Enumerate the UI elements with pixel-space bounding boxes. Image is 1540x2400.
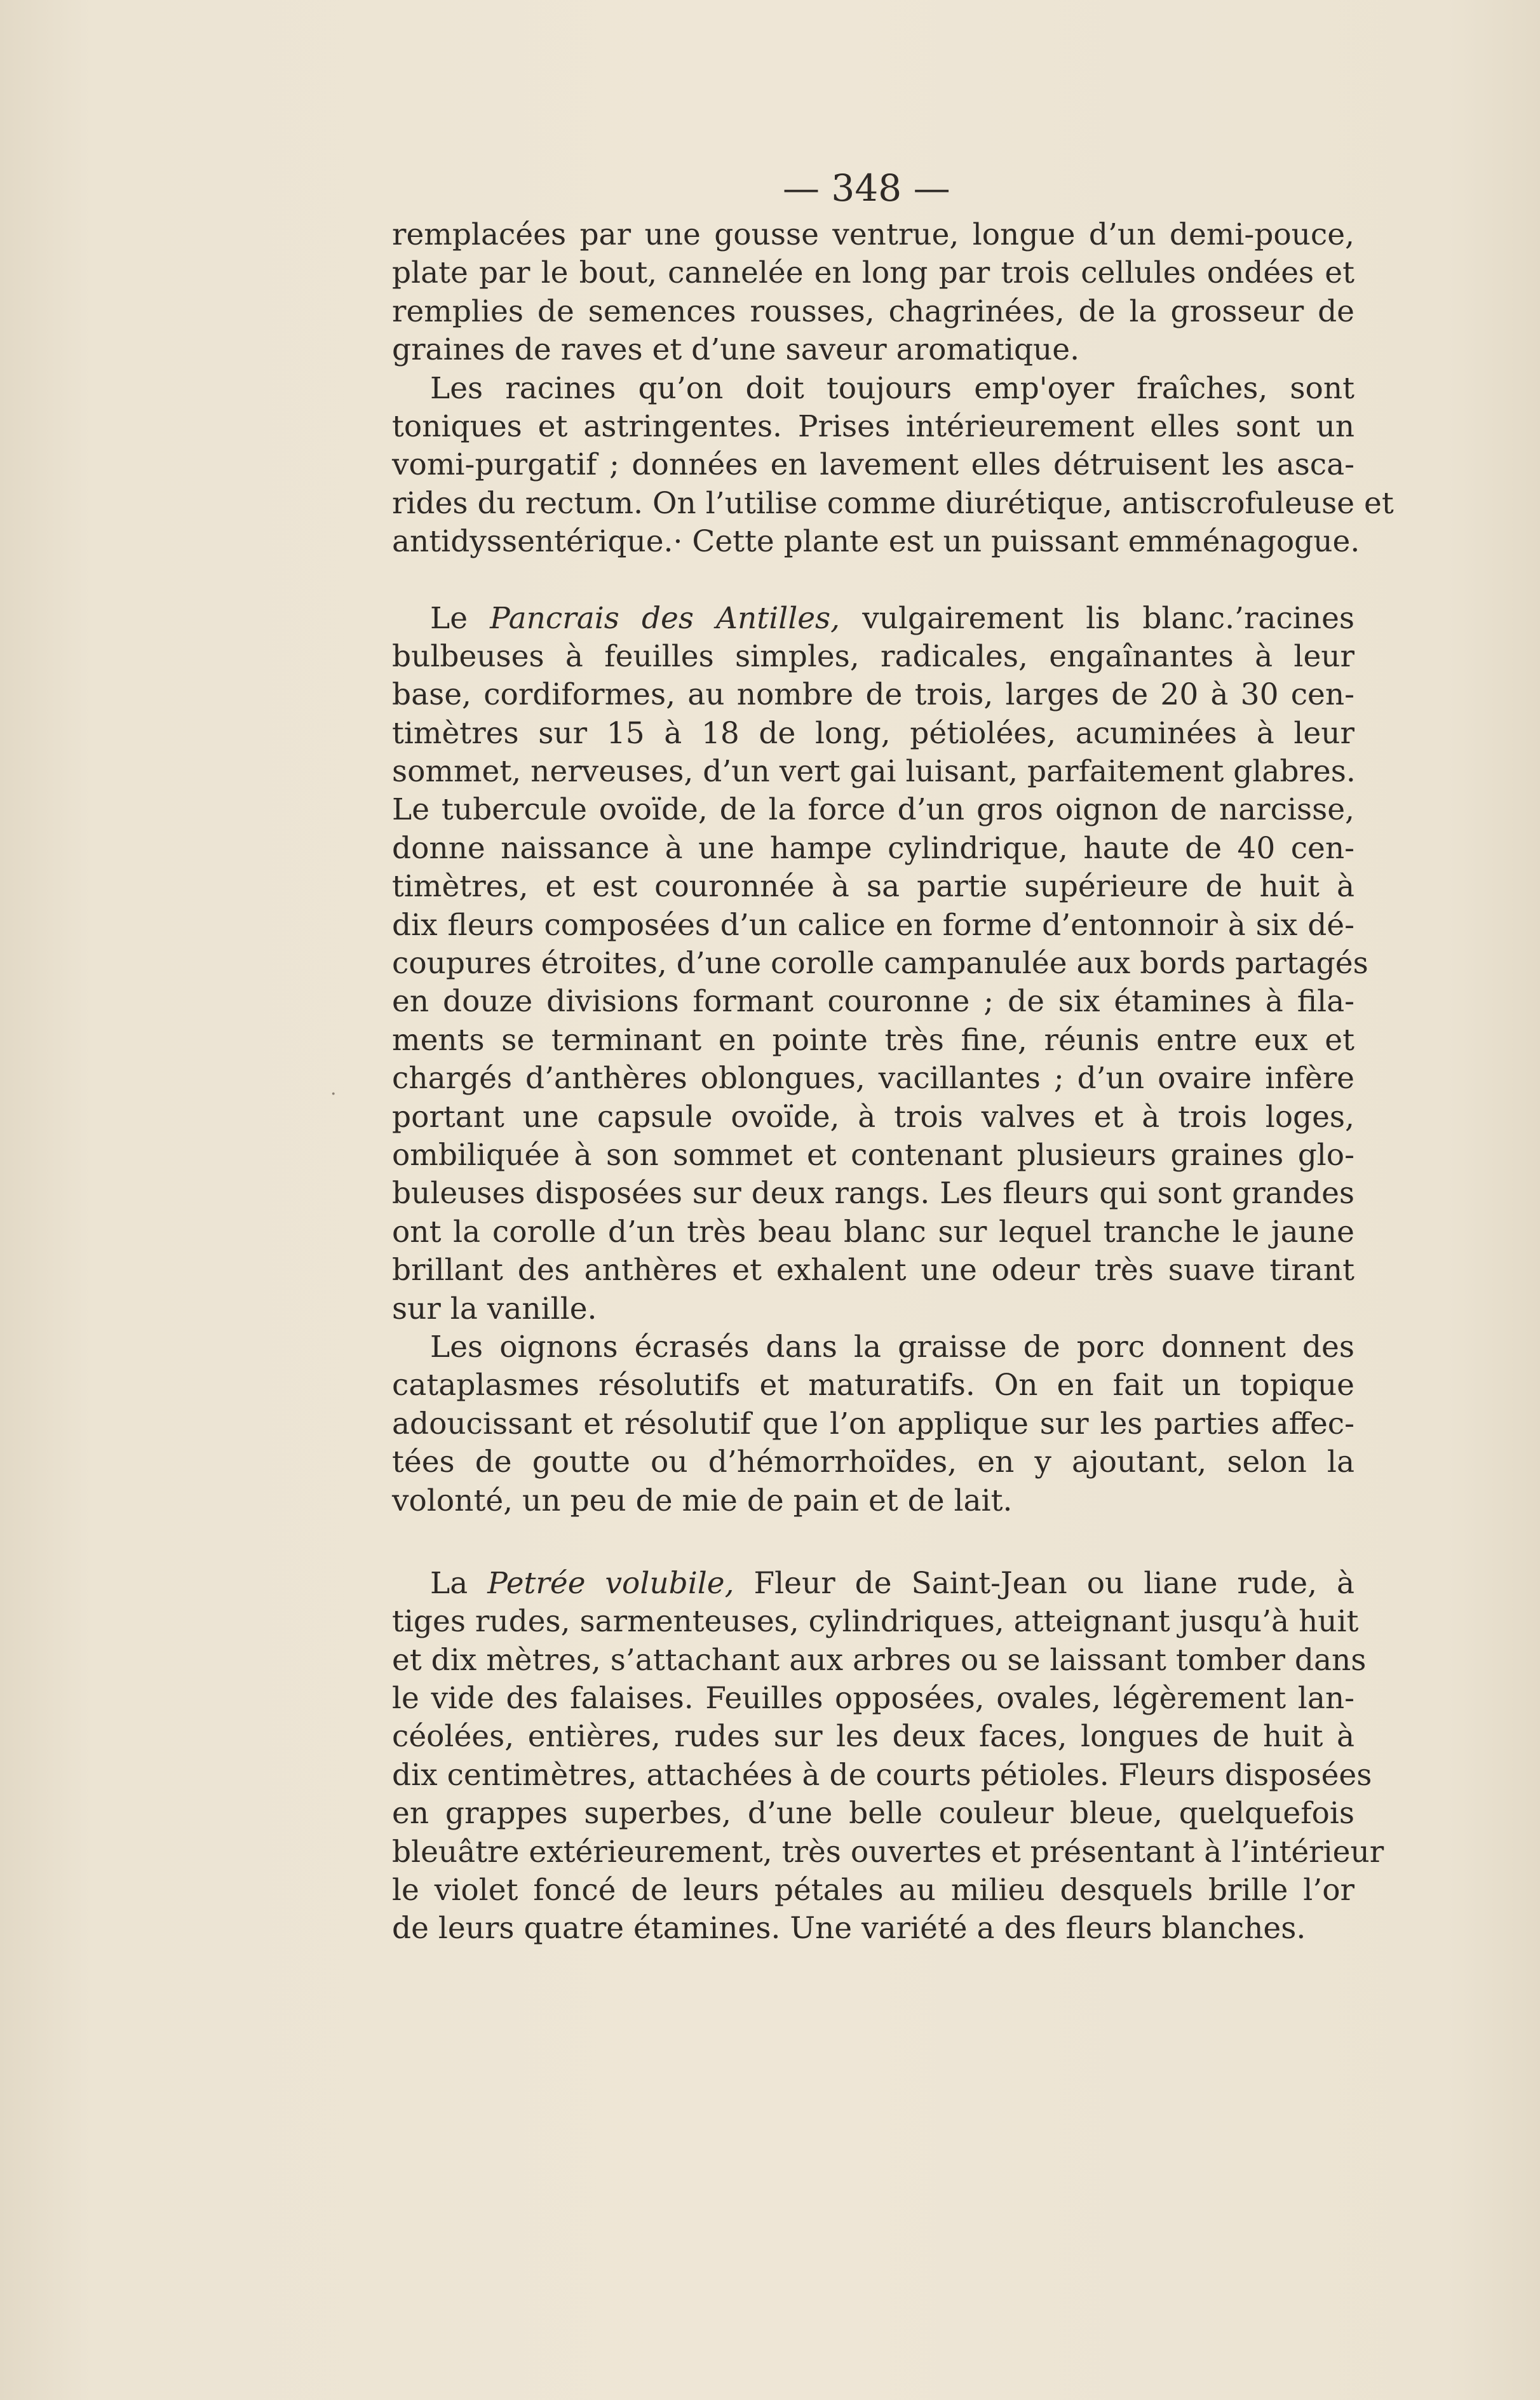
text-line: remplies de semences rousses, chagrinées, de la grosseur de (392, 293, 1354, 329)
text-line: chargés d’anthères oblongues, vacillantes ; d’un ovaire infère (392, 1061, 1354, 1096)
text-line: timètres, et est couronnée à sa partie supérieure de huit à (392, 869, 1354, 905)
text-line: base, cordiformes, au nombre de trois, larges de 20 à 30 cen- (392, 677, 1354, 713)
text-line: buleuses disposées sur deux rangs. Les fleurs qui sont grandes (392, 1176, 1354, 1211)
text-line (392, 1565, 1354, 1603)
entry-title: Petrée volubile, (487, 1565, 734, 1601)
text-line: antidyssentérique.· Cette plante est un puissant emménagogue. (392, 524, 1360, 560)
text-line: sommet, nerveuses, d’un vert gai luisant, parfaitement glabres. (392, 754, 1356, 790)
text-line: portant une capsule ovoïde, à trois valves et à trois loges, (392, 1099, 1354, 1135)
stray-ink-dot: · (330, 1083, 337, 1105)
paragraph-gap (392, 1520, 1354, 1565)
text-line: cataplasmes résolutifs et maturatifs. On en fait un topique (392, 1368, 1354, 1403)
text-line: le violet foncé de leurs pétales au milieu desquels brille l’or (392, 1873, 1354, 1908)
paragraph-gap (392, 562, 1354, 600)
text-line: vomi-purgatif ; données en lavement elles détruisent les asca- (392, 447, 1354, 483)
text-line: Les oignons écrasés dans la graisse de porc donnent des (430, 1329, 1354, 1365)
text-line: bulbeuses à feuilles simples, radicales, engaînantes à leur (392, 638, 1354, 674)
text-line (392, 600, 1354, 638)
text-line: de leurs quatre étamines. Une variété a des fleurs blanches. (392, 1911, 1306, 1946)
text-line: bleuâtre extérieurement, très ouvertes et présentant à l’intérieur (392, 1834, 1384, 1870)
text-line: adoucissant et résolutif que l’on applique sur les parties affec- (392, 1406, 1354, 1441)
text-line: remplacées par une gousse ventrue, longue d’un demi-pouce, (392, 217, 1354, 252)
paragraph-seed-pod (392, 216, 1354, 370)
text-line: toniques et astringentes. Prises intérieurement elles sont un (392, 408, 1354, 444)
paragraph-pancrais (392, 600, 1368, 1328)
entry-line-rest: Fleur de Saint-Jean ou liane rude, à (734, 1565, 1354, 1601)
text-line: brillant des anthères et exhalent une odeur très suave tirant (392, 1253, 1354, 1288)
text-line: coupures étroites, d’une corolle campanulée aux bords partagés (392, 946, 1368, 981)
entry-lead: Le (430, 600, 490, 636)
entry-title: Pancrais des Antilles, (490, 600, 841, 636)
text-line: Le tubercule ovoïde, de la force d’un gros oignon de narcisse, (392, 792, 1354, 828)
text-line: graines de raves et d’une saveur aromatique. (392, 332, 1080, 368)
text-line: dix centimètres, attachées à de courts pétioles. Fleurs disposées (392, 1757, 1372, 1793)
text-line: le vide des falaises. Feuilles opposées, ovales, légèrement lan- (392, 1681, 1354, 1716)
text-line: et dix mètres, s’attachant aux arbres ou se laissant tomber dans (392, 1642, 1367, 1678)
text-line: en grappes superbes, d’une belle couleur bleue, quelquefois (392, 1796, 1354, 1831)
text-line: volonté, un peu de mie de pain et de lait. (392, 1483, 1013, 1518)
paragraph-roots (392, 370, 1394, 562)
text-line: ments se terminant en pointe très fine, réunis entre eux et (392, 1022, 1354, 1058)
page-number: — 348 — (783, 166, 950, 210)
text-line: dix fleurs composées d’un calice en forme d’entonnoir à six dé- (392, 907, 1354, 943)
text-line: plate par le bout, cannelée en long par trois cellules ondées et (392, 255, 1354, 291)
text-line: ont la corolle d’un très beau blanc sur lequel tranche le jaune (392, 1214, 1354, 1250)
text-line: ombiliquée à son sommet et contenant plusieurs graines glo- (392, 1137, 1354, 1173)
text-line: rides du rectum. On l’utilise comme diurétique, antiscrofuleuse et (392, 485, 1394, 521)
text-line: tées de goutte ou d’hémorrhoïdes, en y ajoutant, selon la (392, 1445, 1354, 1480)
text-line: timètres sur 15 à 18 de long, pétiolées, acuminées à leur (392, 715, 1354, 751)
body-text (392, 216, 1394, 1948)
text-line: céolées, entières, rudes sur les deux faces, longues de huit à (392, 1719, 1354, 1755)
paragraph-onions (392, 1328, 1354, 1520)
entry-lead: La (430, 1565, 488, 1601)
text-line: tiges rudes, sarmenteuses, cylindriques, atteignant jusqu’à huit (392, 1604, 1359, 1640)
text-line: Les racines qu’on doit toujours emp'oyer fraîches, sont (430, 370, 1354, 406)
text-line: sur la vanille. (392, 1291, 597, 1326)
paragraph-petree (392, 1565, 1384, 1948)
entry-line-rest: vulgairement lis blanc.’racines (840, 600, 1354, 636)
text-line: donne naissance à une hampe cylindrique, haute de 40 cen- (392, 830, 1354, 866)
text-line: en douze divisions formant couronne ; de six étamines à fila- (392, 984, 1354, 1020)
